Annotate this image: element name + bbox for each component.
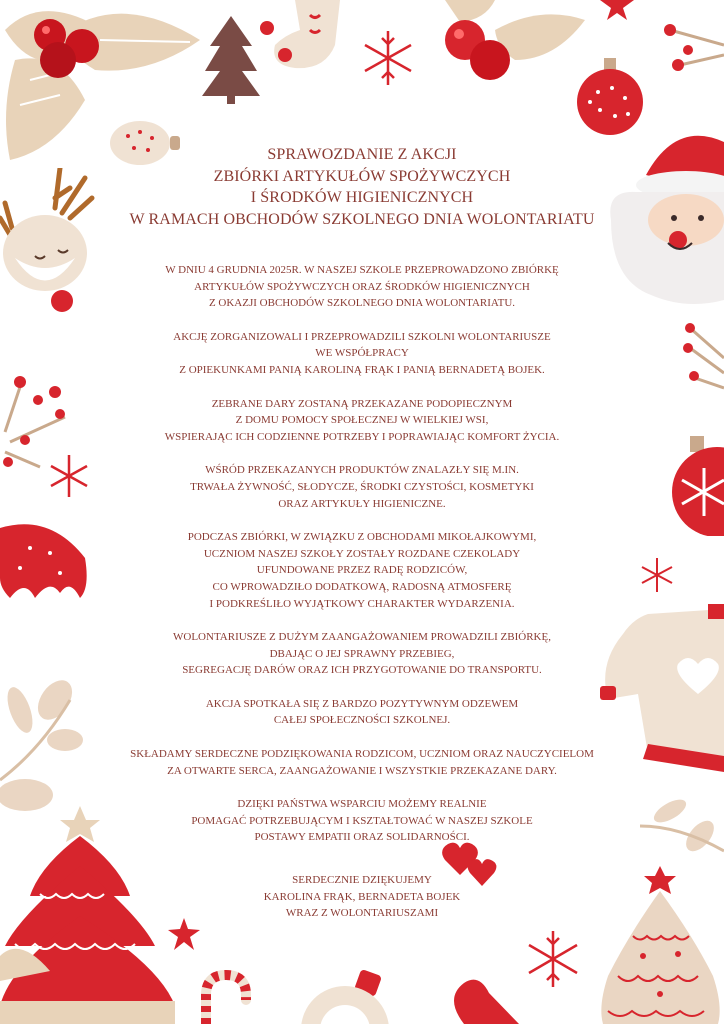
- text-line: SKŁADAMY SERDECZNE PODZIĘKOWANIA RODZICOM, UCZNIOM ORAZ NAUCZYCIELOM: [130, 748, 594, 761]
- title-line: SPRAWOZDANIE Z AKCJI: [267, 146, 457, 163]
- paragraph-event-date: [0, 262, 724, 312]
- text-line: Z DOMU POMOCY SPOŁECZNEJ W WIELKIEJ WSI,: [235, 414, 489, 427]
- signature-line: SERDECZNIE DZIĘKUJEMY: [292, 874, 432, 887]
- text-line: Z OKAZJI OBCHODÓW SZKOLNEGO DNIA WOLONTARIATU.: [208, 297, 516, 310]
- star-icon: [600, 0, 634, 20]
- signature-block: [0, 872, 724, 922]
- text-line: DBAJĄC O JEJ SPRAWNY PRZEBIEG,: [269, 647, 455, 660]
- text-line: AKCJĘ ZORGANIZOWALI I PRZEPROWADZILI SZKOLNI WOLONTARIUSZE: [173, 330, 551, 343]
- text-line: CO WPROWADZIŁO DODATKOWĄ, RADOSNĄ ATMOSFERĘ: [212, 580, 512, 593]
- paragraph-thanks: [0, 746, 724, 779]
- document-title: [0, 144, 724, 230]
- title-line: ZBIÓRKI ARTYKUŁÓW SPOŻYWCZYCH: [213, 167, 511, 185]
- report-body: [0, 262, 724, 939]
- text-line: ZEBRANE DARY ZOSTANĄ PRZEKAZANE PODOPIECZNYM: [211, 397, 513, 410]
- text-line: Z OPIEKUNKAMI PANIĄ KAROLINĄ FRĄK I PANIĄ BERNADETĄ BOJEK.: [179, 363, 545, 376]
- bauble-icon: [295, 970, 395, 1024]
- text-line: I PODKREŚLIŁO WYJĄTKOWY CHARAKTER WYDARZENIA.: [209, 597, 515, 610]
- text-line: WE WSPÓŁPRACY: [315, 347, 409, 360]
- title-line: I ŚRODKÓW HIGIENICZNYCH: [250, 189, 474, 206]
- paragraph-recipients: [0, 396, 724, 446]
- snowflake-icon: [358, 28, 418, 88]
- text-line: DZIĘKI PAŃSTWA WSPARCIU MOŻEMY REALNIE: [237, 798, 487, 811]
- text-line: ORAZ ARTYKUŁY HIGIENICZNE.: [278, 497, 446, 510]
- text-line: ARTYKUŁÓW SPOŻYWCZYCH ORAZ ŚRODKÓW HIGIENICZNYCH: [194, 280, 530, 293]
- text-line: PODCZAS ZBIÓRKI, W ZWIĄZKU Z OBCHODAMI MIKOŁAJKOWYMI,: [187, 531, 537, 544]
- text-line: SEGREGACJĘ DARÓW ORAZ ICH PRZYGOTOWANIE DO TRANSPORTU.: [182, 664, 542, 677]
- text-line: UFUNDOWANE PRZEZ RADĘ RODZICÓW,: [256, 564, 468, 577]
- paragraph-products: [0, 462, 724, 512]
- signature-line: WRAZ Z WOLONTARIUSZAMI: [285, 907, 439, 920]
- title-line: W RAMACH OBCHODÓW SZKOLNEGO DNIA WOLONTARIATU: [129, 210, 595, 228]
- text-line: W DNIU 4 GRUDNIA 2025R. W NASZEJ SZKOLE PRZEPROWADZONO ZBIÓRKĘ: [165, 264, 559, 276]
- text-line: POMAGAĆ POTRZEBUJĄCYM I KSZTAŁTOWAĆ W NASZEJ SZKOLE: [191, 814, 533, 827]
- text-line: ZA OTWARTE SERCA, ZAANGAŻOWANIE I WSZYSTKIE PRZEKAZANE DARY.: [167, 764, 557, 777]
- paragraph-response: [0, 696, 724, 729]
- text-line: TRWAŁA ŻYWNOŚĆ, SŁODYCZE, ŚRODKI CZYSTOŚCI, KOSMETYKI: [190, 480, 534, 493]
- text-line: WOLONTARIUSZE Z DUŻYM ZAANGAŻOWANIEM PROWADZILI ZBIÓRKĘ,: [173, 631, 551, 644]
- paragraph-organizers: [0, 329, 724, 379]
- text-line: AKCJA SPOTKAŁA SIĘ Z BARDZO POZYTYWNYM ODZEWEM: [205, 697, 519, 710]
- text-line: WSPIERAJĄC ICH CODZIENNE POTRZEBY I POPRAWIAJĄC KOMFORT ŻYCIA.: [164, 430, 560, 443]
- holly-berries-top: [435, 0, 585, 90]
- text-line: POSTAWY EMPATII ORAZ SOLIDARNOŚCI.: [254, 831, 470, 844]
- paragraph-volunteers: [0, 629, 724, 679]
- text-line: WŚRÓD PRZEKAZANYCH PRODUKTÓW ZNALAZŁY SIĘ M.IN.: [205, 464, 519, 477]
- stocking-icon: [255, 0, 350, 75]
- paragraph-support: [0, 796, 724, 846]
- candy-cane-icon: [196, 970, 256, 1024]
- mitten-icon: [444, 978, 519, 1024]
- paragraph-chocolates: [0, 529, 724, 612]
- text-line: CAŁEJ SPOŁECZNOŚCI SZKOLNEJ.: [273, 714, 451, 727]
- christmas-tree-icon: [202, 16, 260, 106]
- signature-line: KAROLINA FRĄK, BERNADETA BOJEK: [263, 890, 461, 903]
- text-line: UCZNIOM NASZEJ SZKOŁY ZOSTAŁY ROZDANE CZEKOLADY: [203, 547, 521, 560]
- bauble-icon: [570, 58, 650, 138]
- berry-branch-top-right: [660, 15, 724, 85]
